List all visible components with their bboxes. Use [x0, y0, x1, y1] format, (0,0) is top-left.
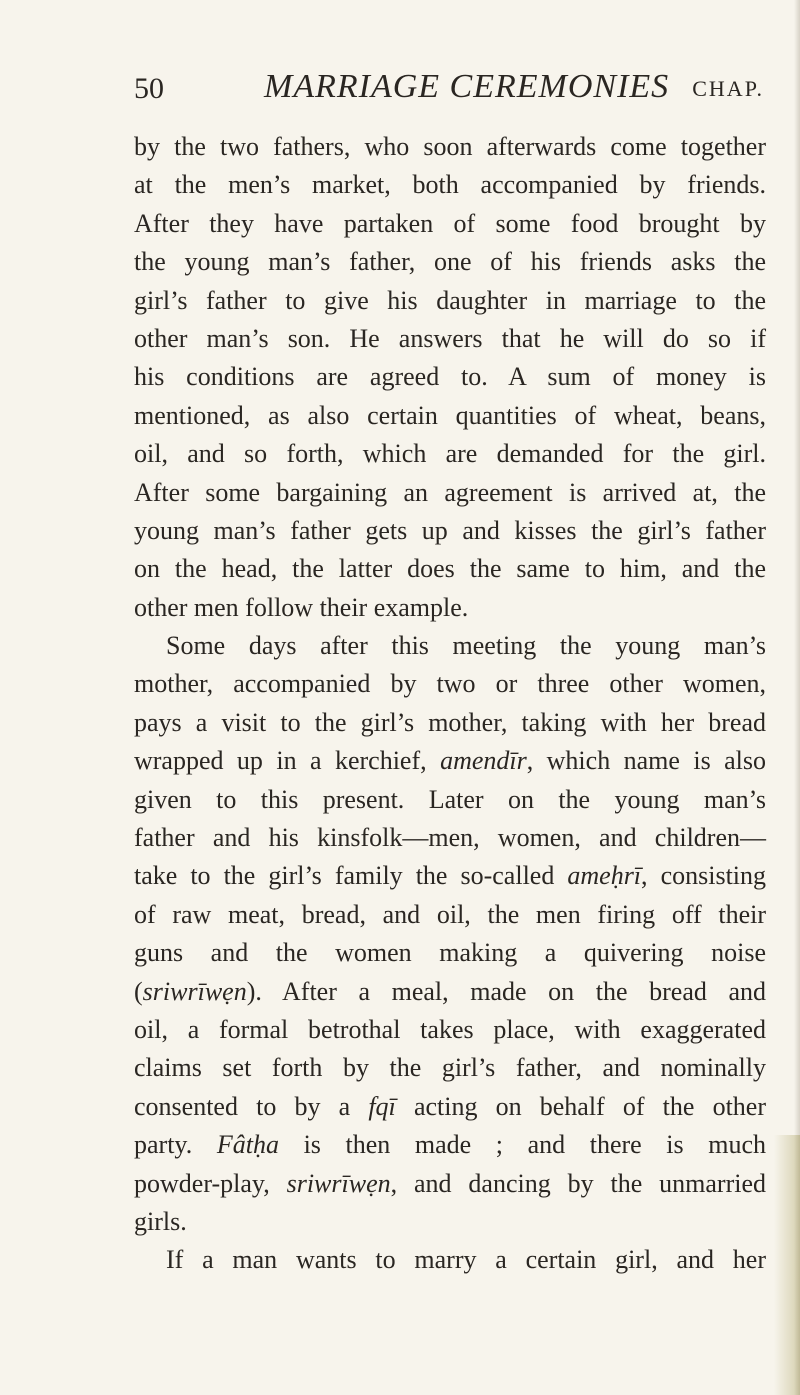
text-fragment: , and dancing by the unmarried — [390, 1168, 767, 1198]
text-fragment: , which name is also — [526, 746, 766, 776]
text-line: girls. — [134, 1206, 187, 1236]
text-fragment: party. — [134, 1130, 193, 1160]
text-line: by the two fathers, who soon afterwards come together — [134, 132, 766, 161]
text-line: other men follow their example. — [134, 592, 469, 622]
text-line: claims set forth by the girl’s father, and nominally — [134, 1053, 766, 1083]
italic-term: sriwrīwẹn — [286, 1168, 391, 1198]
text-line: If a man wants to marry a certain girl, and her — [166, 1245, 766, 1275]
text-fragment: , consisting — [641, 861, 767, 891]
text-line — [134, 742, 766, 780]
text-line: oil, a formal betrothal takes place, with exaggerated — [134, 1014, 766, 1044]
italic-term: ameḥrī — [567, 861, 642, 891]
text-line: girl’s father to give his daughter in marriage to the — [134, 285, 766, 315]
text-line: given to this present. Later on the young man’s — [134, 784, 766, 814]
text-line: young man’s father gets up and kisses the girl’s father — [134, 515, 766, 545]
body-text — [134, 128, 766, 1280]
text-line — [134, 1165, 766, 1203]
text-line — [134, 857, 766, 895]
text-fragment: is then made ; and there is much — [303, 1130, 767, 1160]
text-line: at the men’s market, both accompanied by friends. — [134, 170, 766, 200]
text-line: pays a visit to the girl’s mother, taking with her bread — [134, 707, 766, 737]
text-line: oil, and so forth, which are demanded for the girl. — [134, 439, 766, 469]
text-line: the young man’s father, one of his friends asks the — [134, 247, 766, 277]
text-line: mother, accompanied by two or three other women, — [134, 669, 766, 699]
text-fragment: take to the girl’s family the so-called — [134, 861, 555, 891]
text-line — [134, 1126, 766, 1164]
chapter-mark: CHAP. — [692, 76, 764, 101]
text-line: father and his kinsfolk—men, women, and children— — [134, 823, 766, 853]
text-fragment: ( — [134, 976, 143, 1006]
text-line: his conditions are agreed to. A sum of money is — [134, 362, 766, 392]
text-fragment: acting on behalf of the other — [413, 1091, 767, 1121]
page-header — [134, 68, 764, 116]
running-title: MARRIAGE CEREMONIES — [264, 68, 670, 105]
italic-term: Fâtḥa — [216, 1130, 279, 1160]
italic-term: amendīr — [440, 746, 527, 776]
text-line: mentioned, as also certain quantities of wheat, beans, — [134, 400, 766, 430]
text-fragment: powder-play, — [134, 1168, 270, 1198]
italic-term: fqī — [368, 1091, 396, 1121]
text-line: on the head, the latter does the same to him, and the — [134, 554, 766, 584]
text-line: other man’s son. He answers that he will do so if — [134, 323, 766, 353]
text-fragment: ). After a meal, made on the bread and — [246, 976, 766, 1006]
text-line: After some bargaining an agreement is arrived at, the — [134, 477, 766, 507]
text-line — [134, 973, 766, 1011]
page-edge-stain — [774, 1135, 800, 1395]
text-fragment: wrapped up in a kerchief, — [134, 746, 427, 776]
page-number: 50 — [134, 72, 164, 105]
text-fragment: consented to by a — [134, 1091, 351, 1121]
text-line — [134, 1088, 766, 1126]
text-line: guns and the women making a quivering noise — [134, 938, 766, 968]
text-line: After they have partaken of some food brought by — [134, 208, 766, 238]
text-line: of raw meat, bread, and oil, the men firing off their — [134, 899, 766, 929]
italic-term: sriwrīwẹn — [142, 976, 247, 1006]
text-line: Some days after this meeting the young man’s — [166, 631, 766, 661]
